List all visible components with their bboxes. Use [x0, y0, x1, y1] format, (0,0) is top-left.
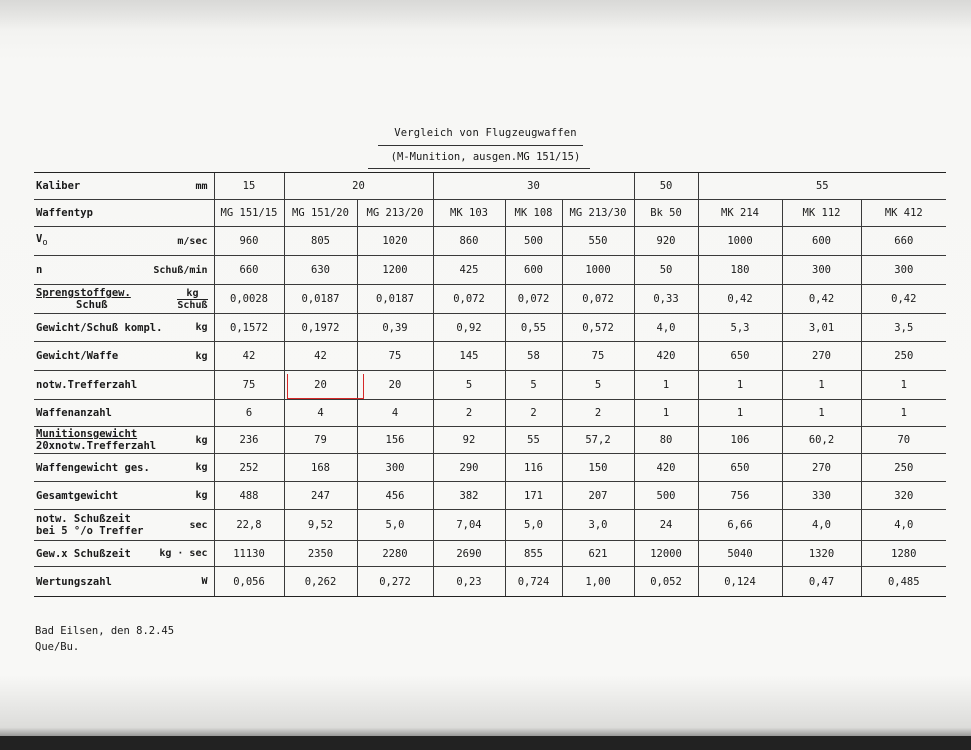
row-label-block [36, 233, 48, 248]
value-cell: 0,124 [698, 567, 782, 597]
weapon-name-cell: MK 214 [698, 200, 782, 227]
scan-edge-bottom [0, 736, 971, 750]
value-cell: 0,072 [505, 285, 562, 314]
value-cell: 60,2 [782, 427, 861, 454]
value-cell: 1000 [562, 256, 634, 285]
table-row [34, 285, 946, 314]
weapon-name-cell: MK 412 [861, 200, 946, 227]
value-cell: 300 [861, 256, 946, 285]
row-unit: kg [195, 462, 208, 473]
row-label-block [36, 513, 143, 537]
value-cell: 650 [698, 454, 782, 482]
weapon-name-cell: MG 213/20 [357, 200, 433, 227]
row-label: notw. Schußzeit [36, 513, 131, 525]
weapon-name-cell: MK 108 [505, 200, 562, 227]
table-row [34, 256, 946, 285]
row-label-wrap [36, 322, 208, 334]
row-label-cell [34, 342, 214, 371]
value-cell: 1,00 [562, 567, 634, 597]
value-cell: 456 [357, 482, 433, 510]
row-label-wrap [36, 233, 208, 248]
value-cell: 7,04 [433, 510, 505, 541]
value-cell: 24 [634, 510, 698, 541]
value-cell: 55 [505, 427, 562, 454]
row-label: Gew.x Schußzeit [36, 547, 131, 560]
value-cell: 4,0 [782, 510, 861, 541]
value-cell: 0,0028 [214, 285, 284, 314]
caliber-group-cell: 15 [214, 173, 284, 200]
value-cell: 4,0 [861, 510, 946, 541]
value-cell: 1200 [357, 256, 433, 285]
row-label-block [36, 322, 162, 334]
row-label: Sprengstoffgew. [36, 287, 131, 299]
value-cell: 1000 [698, 227, 782, 256]
value-cell: 236 [214, 427, 284, 454]
value-cell: 42 [214, 342, 284, 371]
row-label-subscript: o [42, 238, 48, 249]
caliber-label: Kaliber [36, 180, 81, 192]
value-cell: 20 [284, 371, 357, 400]
value-cell: 500 [505, 227, 562, 256]
row-label-block [36, 407, 112, 419]
row-label-block [36, 379, 137, 391]
value-cell: 2 [433, 400, 505, 427]
value-cell: 156 [357, 427, 433, 454]
row-label-block [36, 490, 118, 502]
value-cell: 0,262 [284, 567, 357, 597]
row-label-cell [34, 482, 214, 510]
row-label-cell [34, 227, 214, 256]
value-cell: 145 [433, 342, 505, 371]
value-cell: 5,0 [357, 510, 433, 541]
weapon-name-cell: MG 151/15 [214, 200, 284, 227]
row-unit: kg · sec [159, 548, 208, 559]
row-label-wrap [36, 576, 208, 588]
value-cell: 0,23 [433, 567, 505, 597]
row-label: n [36, 264, 43, 276]
value-cell: 0,1572 [214, 314, 284, 342]
table-row [34, 567, 946, 597]
value-cell: 0,42 [782, 285, 861, 314]
value-cell: 0,1972 [284, 314, 357, 342]
document-subtitle: (M-Munition, ausgen.MG 151/15) [390, 151, 581, 163]
row-label: Gesamtgewicht [36, 489, 119, 502]
row-label-wrap [36, 407, 208, 419]
value-cell: 116 [505, 454, 562, 482]
value-cell: 5,0 [505, 510, 562, 541]
table-row [34, 342, 946, 371]
value-cell: 600 [782, 227, 861, 256]
value-cell: 320 [861, 482, 946, 510]
value-cell: 1 [782, 400, 861, 427]
value-cell: 1 [698, 371, 782, 400]
value-cell: 80 [634, 427, 698, 454]
row-label-block [36, 428, 156, 452]
row-unit-denominator: Schuß [177, 299, 208, 311]
value-cell: 11130 [214, 541, 284, 567]
value-cell: 0,42 [698, 285, 782, 314]
value-cell: 6 [214, 400, 284, 427]
table-row [34, 454, 946, 482]
weapon-type-row [34, 200, 946, 227]
row-unit-numerator: kg [177, 288, 207, 300]
row-unit: kg [195, 350, 208, 362]
value-cell: 860 [433, 227, 505, 256]
value-cell: 250 [861, 454, 946, 482]
row-label-wrap [36, 287, 208, 311]
table-row [34, 482, 946, 510]
table-row [34, 541, 946, 567]
row-label-wrap [36, 490, 208, 502]
weapon-name-cell: MK 103 [433, 200, 505, 227]
value-cell: 1 [782, 371, 861, 400]
value-cell: 0,724 [505, 567, 562, 597]
value-cell: 5040 [698, 541, 782, 567]
value-cell: 58 [505, 342, 562, 371]
row-label-block [36, 576, 112, 588]
table-row [34, 427, 946, 454]
value-cell: 0,485 [861, 567, 946, 597]
row-label-wrap [36, 428, 208, 452]
value-cell: 2350 [284, 541, 357, 567]
value-cell: 920 [634, 227, 698, 256]
row-unit: sec [189, 519, 208, 531]
weapon-name-cell: Bk 50 [634, 200, 698, 227]
value-cell: 5,3 [698, 314, 782, 342]
value-cell: 420 [634, 342, 698, 371]
value-cell: 660 [861, 227, 946, 256]
row-unit-fraction [177, 288, 207, 311]
row-label-cell [34, 541, 214, 567]
value-cell: 756 [698, 482, 782, 510]
value-cell: 247 [284, 482, 357, 510]
table-row [34, 400, 946, 427]
table-row [34, 371, 946, 400]
row-label-line2: Schuß [76, 299, 108, 311]
title-underline [378, 145, 583, 146]
row-unit: Schuß/min [153, 264, 208, 276]
value-cell: 5 [505, 371, 562, 400]
value-cell: 12000 [634, 541, 698, 567]
value-cell: 70 [861, 427, 946, 454]
value-cell: 57,2 [562, 427, 634, 454]
value-cell: 0,052 [634, 567, 698, 597]
value-cell: 1 [861, 371, 946, 400]
value-cell: 250 [861, 342, 946, 371]
value-cell: 1 [634, 400, 698, 427]
value-cell: 1 [698, 400, 782, 427]
value-cell: 660 [214, 256, 284, 285]
weapon-name-cell: MG 213/30 [562, 200, 634, 227]
value-cell: 9,52 [284, 510, 357, 541]
row-unit: kg [195, 434, 208, 446]
value-cell: 0,0187 [357, 285, 433, 314]
value-cell: 0,0187 [284, 285, 357, 314]
row-unit: kg [195, 490, 208, 501]
row-label-block [36, 287, 131, 311]
value-cell: 0,572 [562, 314, 634, 342]
value-cell: 420 [634, 454, 698, 482]
footer-initials: Que/Bu. [35, 641, 80, 653]
table-row [34, 314, 946, 342]
value-cell: 4 [357, 400, 433, 427]
caliber-group-cell: 55 [698, 173, 946, 200]
value-cell: 290 [433, 454, 505, 482]
caliber-group-cell: 50 [634, 173, 698, 200]
row-label-cell [34, 314, 214, 342]
row-unit: W [201, 576, 208, 587]
document-title: Vergleich von Flugzeugwaffen [394, 127, 577, 139]
row-label-cell [34, 256, 214, 285]
value-cell: 500 [634, 482, 698, 510]
value-cell: 252 [214, 454, 284, 482]
row-label: V [36, 233, 43, 246]
caliber-label-cell [34, 173, 214, 200]
caliber-label-wrap [36, 180, 208, 192]
value-cell: 0,42 [861, 285, 946, 314]
row-label-line2: 20xnotw.Trefferzahl [36, 440, 157, 452]
row-label-cell [34, 400, 214, 427]
value-cell: 106 [698, 427, 782, 454]
value-cell: 1 [861, 400, 946, 427]
value-cell: 2280 [357, 541, 433, 567]
row-label-wrap [36, 264, 208, 276]
row-label: Wertungszahl [36, 575, 112, 588]
value-cell: 4,0 [634, 314, 698, 342]
row-label-cell [34, 285, 214, 314]
value-cell: 75 [562, 342, 634, 371]
row-label-cell [34, 371, 214, 400]
row-unit: m/sec [177, 235, 208, 247]
value-cell: 488 [214, 482, 284, 510]
value-cell: 1 [634, 371, 698, 400]
row-label-cell [34, 510, 214, 541]
value-cell: 207 [562, 482, 634, 510]
value-cell: 0,072 [562, 285, 634, 314]
scan-edge-top [0, 0, 971, 30]
row-label-wrap [36, 350, 208, 362]
value-cell: 1020 [357, 227, 433, 256]
weapon-name-cell: MK 112 [782, 200, 861, 227]
value-cell: 171 [505, 482, 562, 510]
row-label: Waffengewicht ges. [36, 461, 150, 474]
row-label-line2: bei 5 °/o Treffer [36, 525, 144, 537]
value-cell: 0,39 [357, 314, 433, 342]
value-cell: 5 [562, 371, 634, 400]
value-cell: 4 [284, 400, 357, 427]
value-cell: 1320 [782, 541, 861, 567]
value-cell: 5 [433, 371, 505, 400]
value-cell: 150 [562, 454, 634, 482]
row-label-wrap [36, 462, 208, 474]
value-cell: 50 [634, 256, 698, 285]
caliber-unit: mm [195, 180, 208, 192]
value-cell: 650 [698, 342, 782, 371]
value-cell: 75 [214, 371, 284, 400]
value-cell: 0,55 [505, 314, 562, 342]
weapon-type-label-cell [34, 200, 214, 227]
value-cell: 425 [433, 256, 505, 285]
value-cell: 20 [357, 371, 433, 400]
value-cell: 75 [357, 342, 433, 371]
caliber-group-cell: 20 [284, 173, 433, 200]
row-label-block [36, 462, 150, 474]
value-cell: 0,33 [634, 285, 698, 314]
value-cell: 805 [284, 227, 357, 256]
row-label: notw.Trefferzahl [36, 379, 138, 391]
value-cell: 168 [284, 454, 357, 482]
value-cell: 621 [562, 541, 634, 567]
value-cell: 6,66 [698, 510, 782, 541]
value-cell: 330 [782, 482, 861, 510]
value-cell: 3,01 [782, 314, 861, 342]
row-label-wrap [36, 513, 208, 537]
value-cell: 0,056 [214, 567, 284, 597]
table-row [34, 227, 946, 256]
value-cell: 3,5 [861, 314, 946, 342]
row-label: Munitionsgewicht [36, 428, 138, 440]
comparison-table [34, 172, 946, 597]
footer-place-date: Bad Eilsen, den 8.2.45 [35, 625, 175, 637]
value-cell: 180 [698, 256, 782, 285]
value-cell: 270 [782, 342, 861, 371]
row-unit: kg [195, 322, 208, 333]
value-cell: 2690 [433, 541, 505, 567]
value-cell: 0,072 [433, 285, 505, 314]
row-label-block [36, 264, 42, 276]
weapon-type-label: Waffentyp [36, 207, 93, 219]
table-row [34, 510, 946, 541]
row-label: Gewicht/Waffe [36, 350, 119, 362]
value-cell: 22,8 [214, 510, 284, 541]
row-label: Gewicht/Schuß kompl. [36, 321, 163, 334]
caliber-row [34, 173, 946, 200]
row-label-block [36, 350, 118, 362]
value-cell: 2 [505, 400, 562, 427]
caliber-group-cell: 30 [433, 173, 634, 200]
value-cell: 42 [284, 342, 357, 371]
value-cell: 550 [562, 227, 634, 256]
value-cell: 600 [505, 256, 562, 285]
row-label: Waffenanzahl [36, 407, 112, 419]
row-label-cell [34, 567, 214, 597]
value-cell: 270 [782, 454, 861, 482]
row-label-wrap [36, 548, 208, 560]
value-cell: 79 [284, 427, 357, 454]
value-cell: 0,272 [357, 567, 433, 597]
subtitle-underline [368, 168, 590, 169]
value-cell: 0,92 [433, 314, 505, 342]
value-cell: 630 [284, 256, 357, 285]
value-cell: 2 [562, 400, 634, 427]
weapon-name-cell: MG 151/20 [284, 200, 357, 227]
value-cell: 1280 [861, 541, 946, 567]
value-cell: 300 [357, 454, 433, 482]
row-label-block [36, 548, 131, 560]
value-cell: 3,0 [562, 510, 634, 541]
row-label-wrap [36, 379, 208, 391]
value-cell: 382 [433, 482, 505, 510]
value-cell: 300 [782, 256, 861, 285]
row-label-cell [34, 427, 214, 454]
value-cell: 0,47 [782, 567, 861, 597]
value-cell: 960 [214, 227, 284, 256]
row-label-cell [34, 454, 214, 482]
value-cell: 855 [505, 541, 562, 567]
value-cell: 92 [433, 427, 505, 454]
